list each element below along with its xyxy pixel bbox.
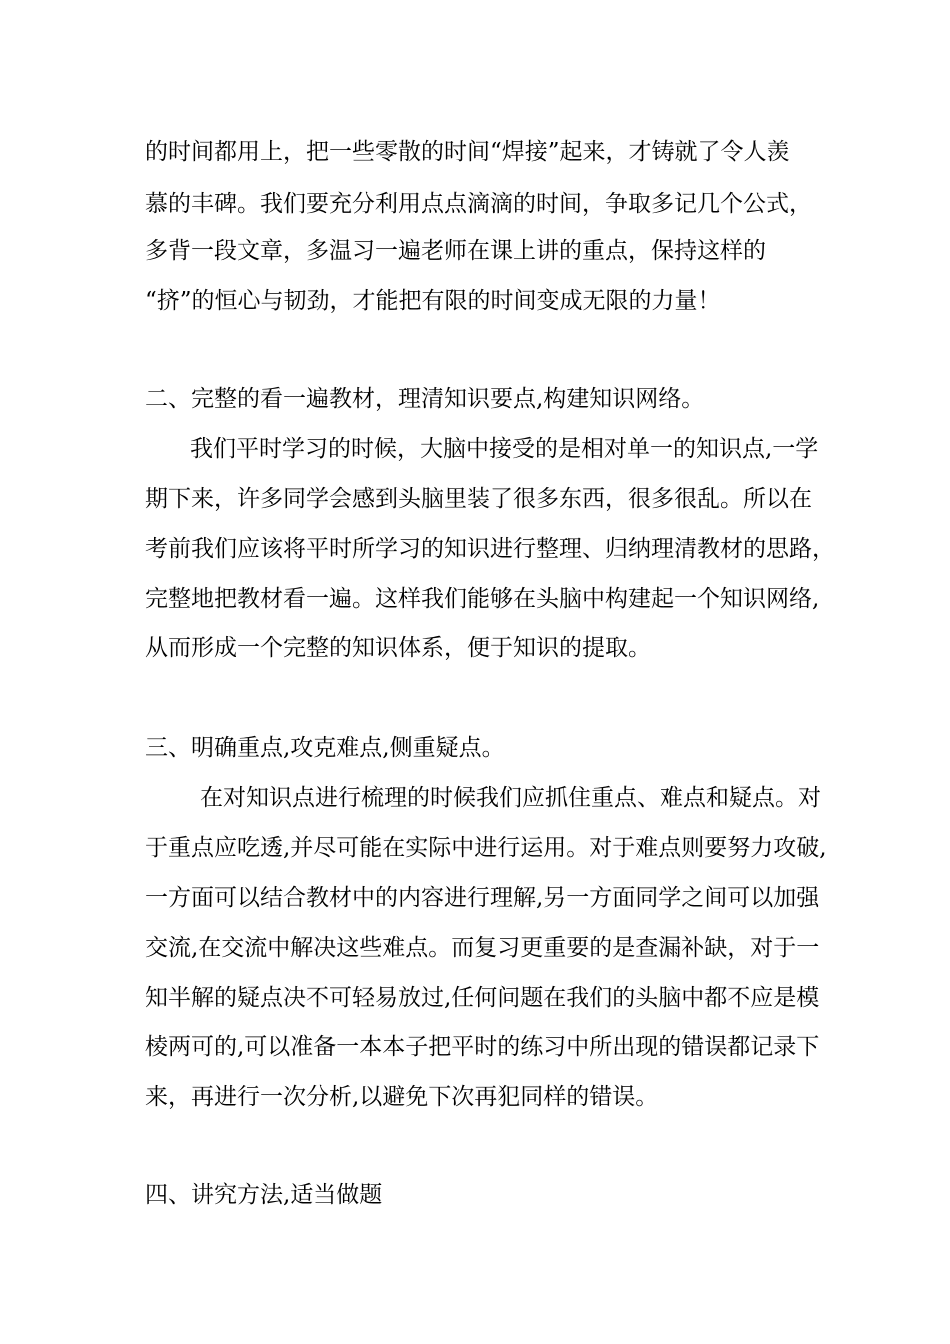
paragraph-line: 完整地把教材看一遍。这样我们能够在头脑中构建起一个知识网络, <box>145 586 820 612</box>
paragraph-line: 多背一段文章，多温习一遍老师在课上讲的重点，保持这样的 <box>145 238 766 264</box>
paragraph-line: 考前我们应该将平时所学习的知识进行整理、归纳理清教材的思路， <box>145 536 835 562</box>
paragraph-line: 知半解的疑点决不可轻易放过,任何问题在我们的头脑中都不应是模 <box>145 985 820 1011</box>
paragraph-line: 于重点应吃透,并尽可能在实际中进行运用。对于难点则要努力攻破, <box>145 835 827 861</box>
paragraph-line: 从而形成一个完整的知识体系，便于知识的提取。 <box>145 635 651 661</box>
paragraph-line: 的时间都用上，把一些零散的时间“焊接”起来，才铸就了令人羡 <box>145 139 790 165</box>
paragraph-line: 在对知识点进行梳理的时候我们应抓住重点、难点和疑点。对 <box>200 785 821 811</box>
paragraph-line: 我们平时学习的时候，大脑中接受的是相对单一的知识点,一学 <box>190 436 819 462</box>
section-heading: 三、明确重点,攻克难点,侧重疑点。 <box>145 735 505 761</box>
paragraph-line: 来，再进行一次分析,以避免下次再犯同样的错误。 <box>145 1084 659 1110</box>
paragraph-line: 棱两可的,可以准备一本本子把平时的练习中所出现的错误都记录下 <box>145 1034 820 1060</box>
paragraph-line: 交流,在交流中解决这些难点。而复习更重要的是查漏补缺，对于一 <box>145 935 820 961</box>
paragraph-line: 期下来，许多同学会感到头脑里装了很多东西，很多很乱。所以在 <box>145 486 812 512</box>
section-heading: 二、完整的看一遍教材，理清知识要点,构建知识网络。 <box>145 386 705 412</box>
paragraph-line: “挤”的恒心与韧劲，才能把有限的时间变成无限的力量！ <box>145 288 721 314</box>
section-heading: 四、讲究方法,适当做题 <box>145 1182 383 1208</box>
paragraph-line: 一方面可以结合教材中的内容进行理解,另一方面同学之间可以加强 <box>145 885 820 911</box>
paragraph-line: 慕的丰碑。我们要充分利用点点滴滴的时间，争取多记几个公式， <box>145 191 812 217</box>
